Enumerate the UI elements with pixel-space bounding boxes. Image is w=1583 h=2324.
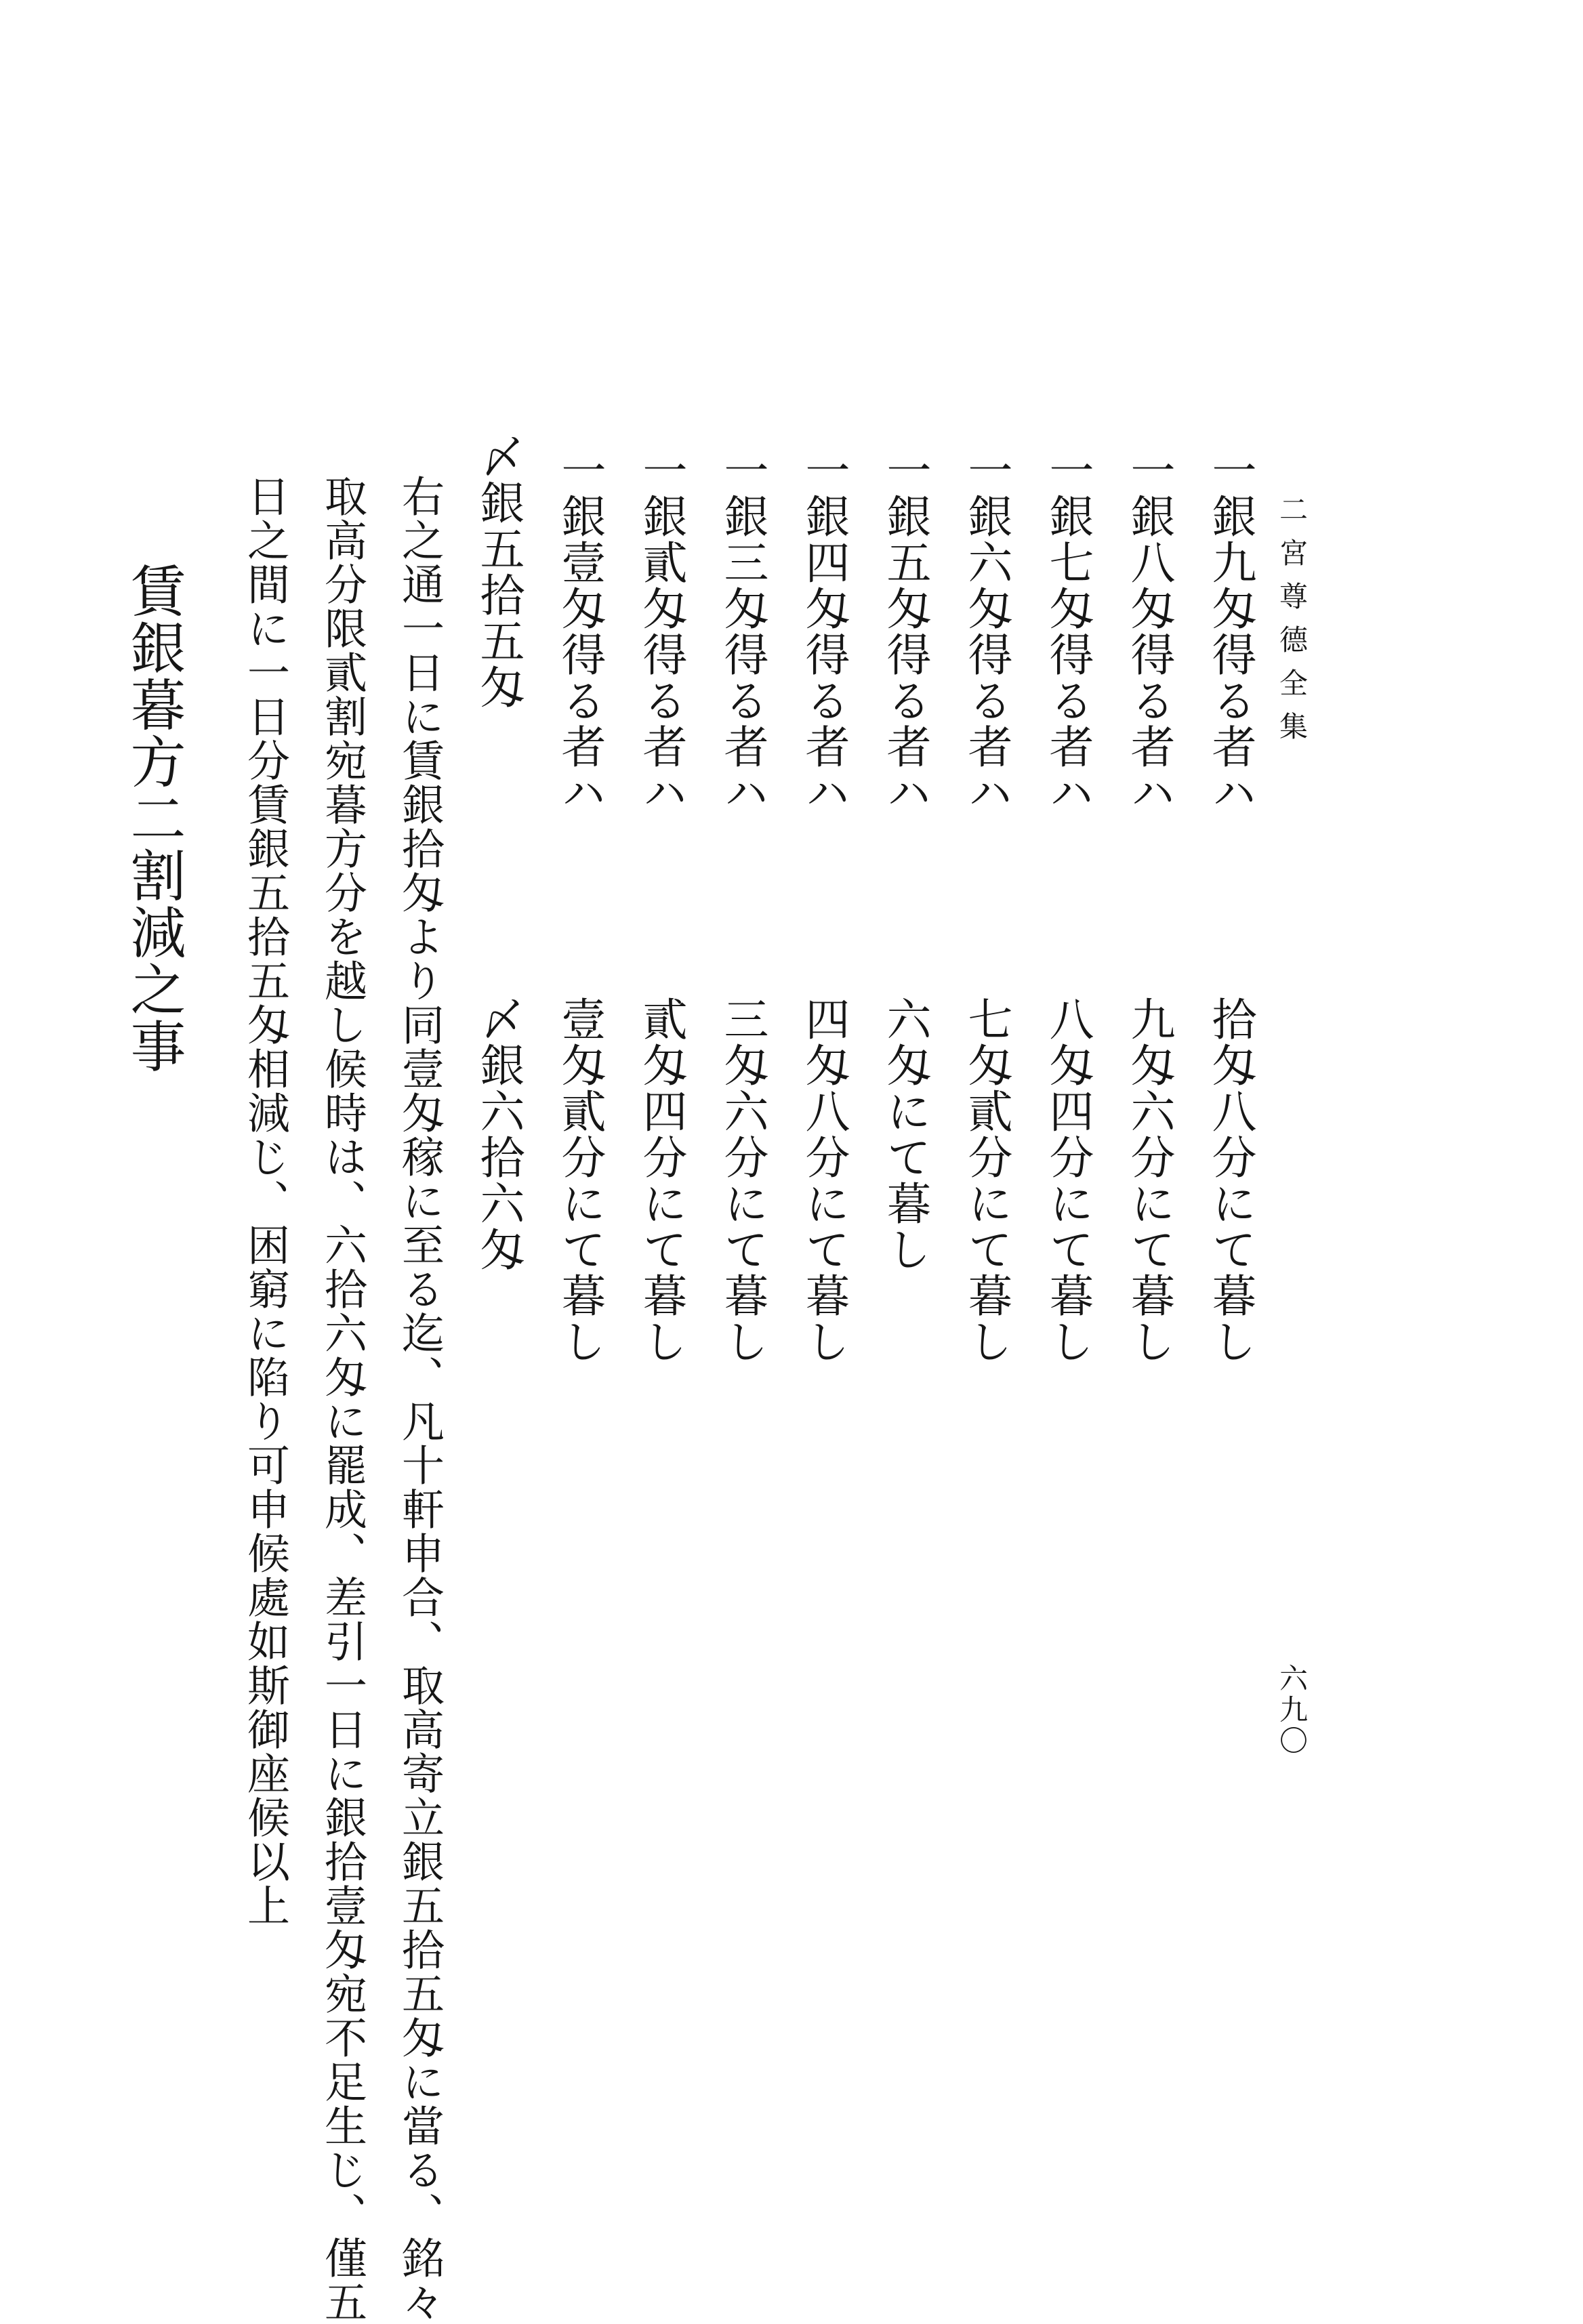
paragraph-line: 取高分限貳割宛暮方分を越し候時は、六拾六匁に罷成、差引一日に銀拾壹匁宛不足生じ、僅五	[318, 474, 367, 2324]
earner-label: 一銀壹匁得る者ハ	[554, 447, 606, 816]
earner-amount: 壹匁貳分にて暮し	[554, 996, 606, 1365]
earner-label: 一銀四匁得る者ハ	[798, 447, 850, 816]
earner-label: 一銀六匁得る者ハ	[960, 447, 1012, 816]
earner-amount: 三匁六分にて暮し	[716, 996, 768, 1365]
section-heading: 賃銀暮方二割減之事	[121, 562, 186, 1075]
earner-amount: 八匁四分にて暮し	[1042, 996, 1094, 1365]
earner-amount: 貳匁四分にて暮し	[635, 996, 687, 1365]
total-earned: 〆銀五拾五匁	[472, 434, 525, 710]
paragraph-line: 日之間に一日分賃銀五拾五匁相減じ、困窮に陷り可申候處如斯御座候以上	[241, 474, 290, 1928]
earner-label: 一銀七匁得る者ハ	[1042, 447, 1094, 816]
earner-amount: 拾匁八分にて暮し	[1204, 996, 1256, 1365]
earner-amount: 九匁六分にて暮し	[1123, 996, 1175, 1365]
paragraph-line: 右之通一日に賃銀拾匁より同壹匁稼に至る迄、凡十軒申合、取高寄立銀五拾五匁に當る、銘々	[395, 474, 445, 2324]
total-spent: 〆銀六拾六匁	[472, 996, 525, 1272]
running-title: 二宮尊德全集	[1275, 495, 1309, 755]
earner-amount: 六匁にて暮し	[879, 996, 931, 1272]
earner-label: 一銀九匁得る者ハ	[1204, 447, 1256, 816]
earner-label: 一銀貳匁得る者ハ	[635, 447, 687, 816]
page-number: 六九〇	[1275, 1663, 1309, 1757]
earner-amount: 七匁貳分にて暮し	[960, 996, 1012, 1365]
earner-label: 一銀五匁得る者ハ	[879, 447, 931, 816]
earner-amount: 四匁八分にて暮し	[798, 996, 850, 1365]
earner-label: 一銀八匁得る者ハ	[1123, 447, 1175, 816]
earner-label: 一銀三匁得る者ハ	[716, 447, 768, 816]
